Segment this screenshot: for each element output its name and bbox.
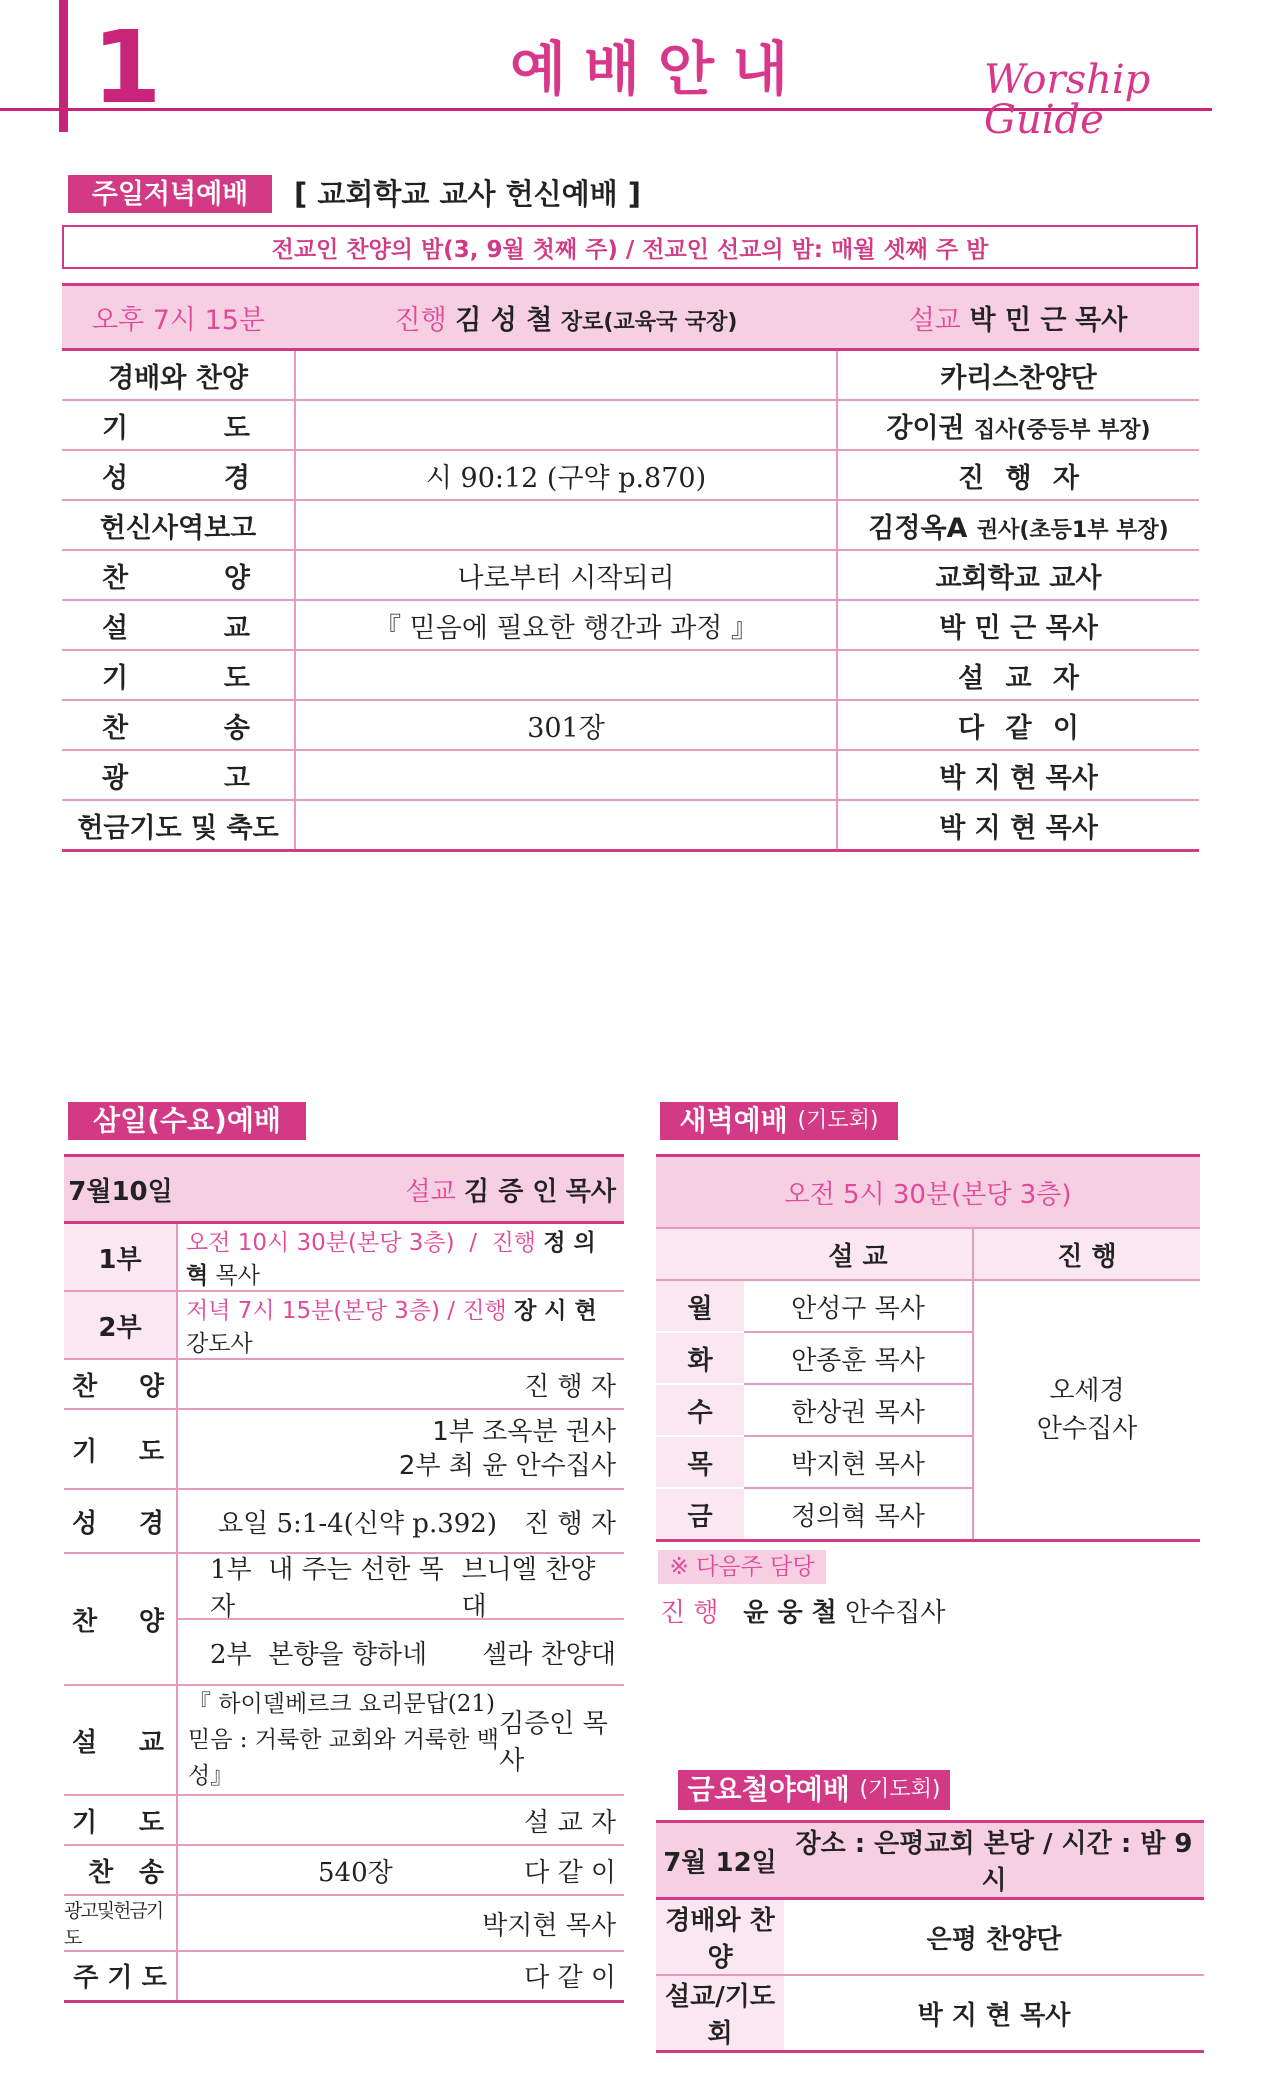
lead-person: 오세경 안수집사: [973, 1280, 1200, 1541]
table-subheader-row: [656, 1228, 1200, 1280]
order-person: 김정옥A 권사(초등1부 부장): [837, 500, 1199, 550]
table-row: [64, 1359, 624, 1409]
weekday: 화: [656, 1332, 744, 1384]
order-person: 진 행 자: [837, 450, 1199, 500]
page-title-en: Worship Guide: [984, 57, 1151, 143]
order-item: 성 경: [62, 450, 295, 500]
preacher-cell: [837, 285, 1199, 350]
leader-title: 장로(교육국 국장): [560, 309, 738, 335]
table-row: [62, 350, 1199, 401]
page-number: 1: [92, 9, 162, 126]
preacher-title: 목사: [1075, 304, 1128, 336]
order-item: 찬 송: [62, 700, 295, 750]
part-label: 1부: [64, 1223, 177, 1292]
preacher-name: 한상권 목사: [744, 1384, 973, 1436]
order-content: [295, 750, 837, 800]
order-content: 요일 5:1-4(신약 p.392) 진 행 자: [177, 1489, 624, 1553]
sunday-evening-subtitle: [ 교회학교 교사 헌신예배 ]: [294, 177, 642, 211]
leader-cell: [295, 285, 837, 350]
order-item: 광고및헌금기도: [64, 1895, 177, 1951]
table-row: [62, 650, 1199, 700]
order-person: 박 지 현 목사: [784, 1975, 1204, 2052]
table-row: [64, 1489, 624, 1553]
weekday: 금: [656, 1488, 744, 1541]
weekday: 목: [656, 1436, 744, 1488]
friday-place: 장소 : 은평교회 본당 / 시간 : 밤 9시: [784, 1822, 1204, 1899]
order-person: 진 행 자: [177, 1359, 624, 1409]
order-item: 설 교: [64, 1685, 177, 1795]
preacher-name: 박지현 목사: [744, 1436, 973, 1488]
preacher-label: 설교: [908, 304, 961, 336]
order-item: 성 경: [64, 1489, 177, 1553]
preacher-name: 정의혁 목사: [744, 1488, 973, 1541]
friday-date: 7월 12일: [656, 1822, 784, 1899]
header-accent-bar: [59, 0, 68, 132]
leader-name: 김 성 철: [455, 304, 553, 336]
table-row: [62, 600, 1199, 650]
preacher-name: 박 민 근: [969, 304, 1067, 336]
table-row: [62, 700, 1199, 750]
order-person: 박 지 현 목사: [837, 750, 1199, 800]
order-person: 박 지 현 목사: [837, 800, 1199, 851]
table-header-row: [656, 1156, 1200, 1229]
order-content: 540장 다 같 이: [177, 1845, 624, 1895]
order-item: 경배와 찬양: [62, 350, 295, 401]
table-row: [64, 1223, 624, 1292]
order-person: 1부 조옥분 권사 2부 최 윤 안수집사: [177, 1409, 624, 1489]
leader-label: 진행: [394, 304, 447, 336]
order-item: 주 기 도: [64, 1951, 177, 2001]
order-content: 나로부터 시작되리: [295, 550, 837, 600]
table-row: [62, 500, 1199, 550]
weekday: 수: [656, 1384, 744, 1436]
table-row: [62, 800, 1199, 851]
page-title: 예배안내: [510, 35, 807, 103]
table-row: [62, 550, 1199, 600]
table-row: [64, 1291, 624, 1359]
service-date: 7월10일: [64, 1156, 177, 1223]
order-person: 박 민 근 목사: [837, 600, 1199, 650]
order-item: 찬 양: [64, 1359, 177, 1409]
table-row: [64, 1553, 624, 1685]
order-content: [295, 650, 837, 700]
order-item: 설교/기도회: [656, 1975, 784, 2052]
order-content: [295, 350, 837, 401]
order-person: 설 교 자: [837, 650, 1199, 700]
table-row: [656, 1280, 1200, 1332]
order-item: 기 도: [64, 1795, 177, 1845]
next-week-tag: ※ 다음주 담당: [658, 1550, 826, 1584]
order-item: 설 교: [62, 600, 295, 650]
friday-schedule-table: [656, 1820, 1204, 2053]
table-row: [64, 1409, 624, 1489]
order-item: 찬 양: [64, 1553, 177, 1685]
preacher-name: 안종훈 목사: [744, 1332, 973, 1384]
order-content: 301장: [295, 700, 837, 750]
order-item: 헌금기도 및 축도: [62, 800, 295, 851]
order-person: 강이권 집사(중등부 부장): [837, 400, 1199, 450]
table-row: [656, 1899, 1204, 1976]
part-label: 2부: [64, 1291, 177, 1359]
order-content: 시 90:12 (구약 p.870): [295, 450, 837, 500]
order-content: 『 믿음에 필요한 행간과 과정 』: [295, 600, 837, 650]
order-item: 기 도: [64, 1409, 177, 1489]
order-content: [295, 500, 837, 550]
order-person: 박지현 목사: [177, 1895, 624, 1951]
table-row: [64, 1685, 624, 1795]
order-person: 설 교 자: [177, 1795, 624, 1845]
table-row: [656, 1975, 1204, 2052]
table-header-row: [656, 1822, 1204, 1899]
order-content: 1부 내 주는 선한 목자 브니엘 찬양대 2부 본향을 향하네 셀라 찬양대: [177, 1553, 624, 1685]
wednesday-order-table: [64, 1154, 624, 2003]
part-detail: 오전 10시 30분(본당 3층) / 진행 정 의 혁 목사: [177, 1223, 624, 1292]
dawn-tag: 새벽예배 (기도회): [660, 1102, 898, 1140]
order-item: 기 도: [62, 400, 295, 450]
table-row: [62, 400, 1199, 450]
table-row: [64, 1951, 624, 2001]
sunday-evening-notice: 전교인 찬양의 밤(3, 9월 첫째 주) / 전교인 선교의 밤: 매월 셋째 주 밤: [62, 225, 1198, 269]
order-person: 다 같 이: [177, 1951, 624, 2001]
order-person: 은평 찬양단: [784, 1899, 1204, 1976]
table-header-row: [64, 1156, 624, 1223]
part-detail: 저녁 7시 15분(본당 3층) / 진행 장 시 현 강도사: [177, 1291, 624, 1359]
dawn-time: 오전 5시 30분(본당 3층): [656, 1156, 1200, 1229]
table-row: [62, 450, 1199, 500]
order-item: 찬 송: [64, 1845, 177, 1895]
next-week-leader: 진 행 윤 웅 철 안수집사: [660, 1598, 946, 1628]
table-row: [64, 1895, 624, 1951]
order-item: 광 고: [62, 750, 295, 800]
order-person: 카리스찬양단: [837, 350, 1199, 401]
order-content: [295, 400, 837, 450]
sunday-evening-order-table: [62, 283, 1199, 852]
order-item: 찬 양: [62, 550, 295, 600]
preacher-name: 안성구 목사: [744, 1280, 973, 1332]
order-item: 헌신사역보고: [62, 500, 295, 550]
friday-tag: 금요철야예배 (기도회): [678, 1770, 950, 1810]
service-time: 오후 7시 15분: [62, 285, 295, 350]
weekday: 월: [656, 1280, 744, 1332]
order-item: 기 도: [62, 650, 295, 700]
order-item: 경배와 찬양: [656, 1899, 784, 1976]
wednesday-tag: 삼일(수요)예배: [68, 1102, 306, 1140]
order-person: 다 같 이: [837, 700, 1199, 750]
order-person: 교회학교 교사: [837, 550, 1199, 600]
sunday-evening-tag: 주일저녁예배: [68, 175, 272, 213]
col-lead: 진 행: [973, 1228, 1200, 1280]
preacher-cell: 설교 김 증 인 목사: [177, 1156, 624, 1223]
table-row: [62, 750, 1199, 800]
col-sermon: 설 교: [744, 1228, 973, 1280]
table-row: [64, 1845, 624, 1895]
table-row: [64, 1795, 624, 1845]
table-header-row: [62, 285, 1199, 350]
dawn-schedule-table: [656, 1154, 1200, 1542]
order-content: 『 하이델베르크 요리문답(21) 믿음 : 거룩한 교회와 거룩한 백성』 김증인 목사: [177, 1685, 624, 1795]
order-content: [295, 800, 837, 851]
